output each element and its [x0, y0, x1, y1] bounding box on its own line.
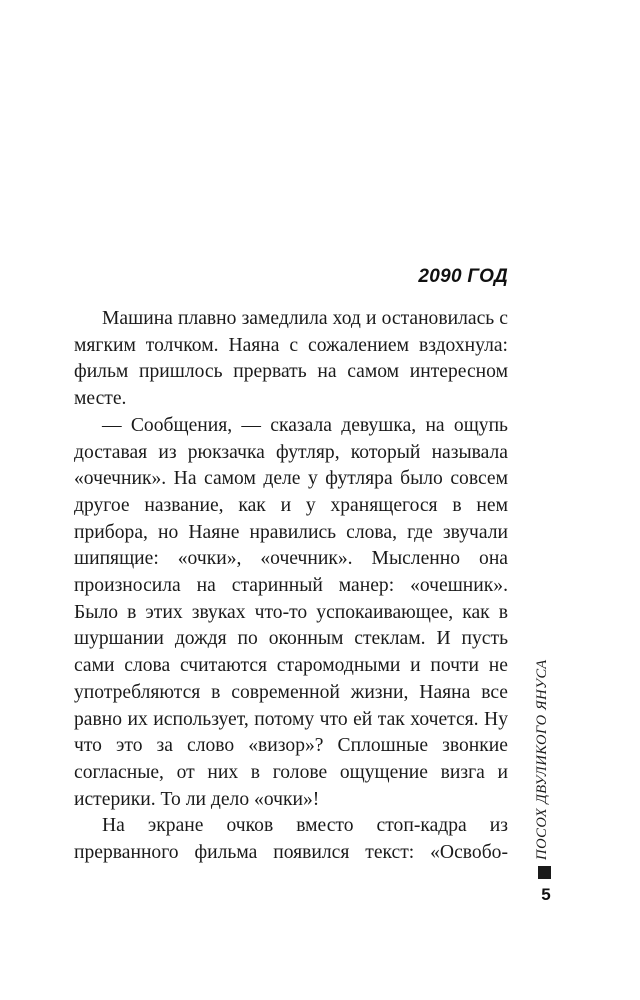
chapter-title: 2090 ГОД: [418, 266, 508, 287]
body-text: [74, 306, 508, 867]
page-number: 5: [541, 885, 551, 904]
running-title: ПОСОХ ДВУЛИКОГО ЯНУСА: [534, 659, 550, 860]
square-marker-icon: [538, 866, 551, 879]
paragraph: На экране очков вместо стоп-кадра из прерванного фильма появился текст: «Освобо-: [74, 815, 508, 864]
paragraph: Машина плавно замедлила ход и остановилась с мягким толчком. Наяна с сожалением вздохнула: фильм пришлось прервать на самом интересном месте.: [74, 308, 508, 410]
paragraph: — Сообщения, — сказала девушка, на ощупь доставая из рюкзачка футляр, который называла «очечник». На самом деле у футляра было совсем другое название, как и у хранящегося в нем прибора, но Наяне нравились слова, где звучали шипящие: «очки», «очечник». Мысленно она произносила на старинный манер: «очешник». Было в этих звуках что-то успокаивающее, как в шуршании дождя по оконным стеклам. И пусть сами слова считаются старомодными и почти не употребляются в современной жизни, Наяна все равно их использует, потому что ей так хочется. Ну что это за слово «визор»? Сплошные звонкие согласные, от них в голове ощущение визга и истерики. То ли дело «очки»!: [74, 414, 508, 810]
